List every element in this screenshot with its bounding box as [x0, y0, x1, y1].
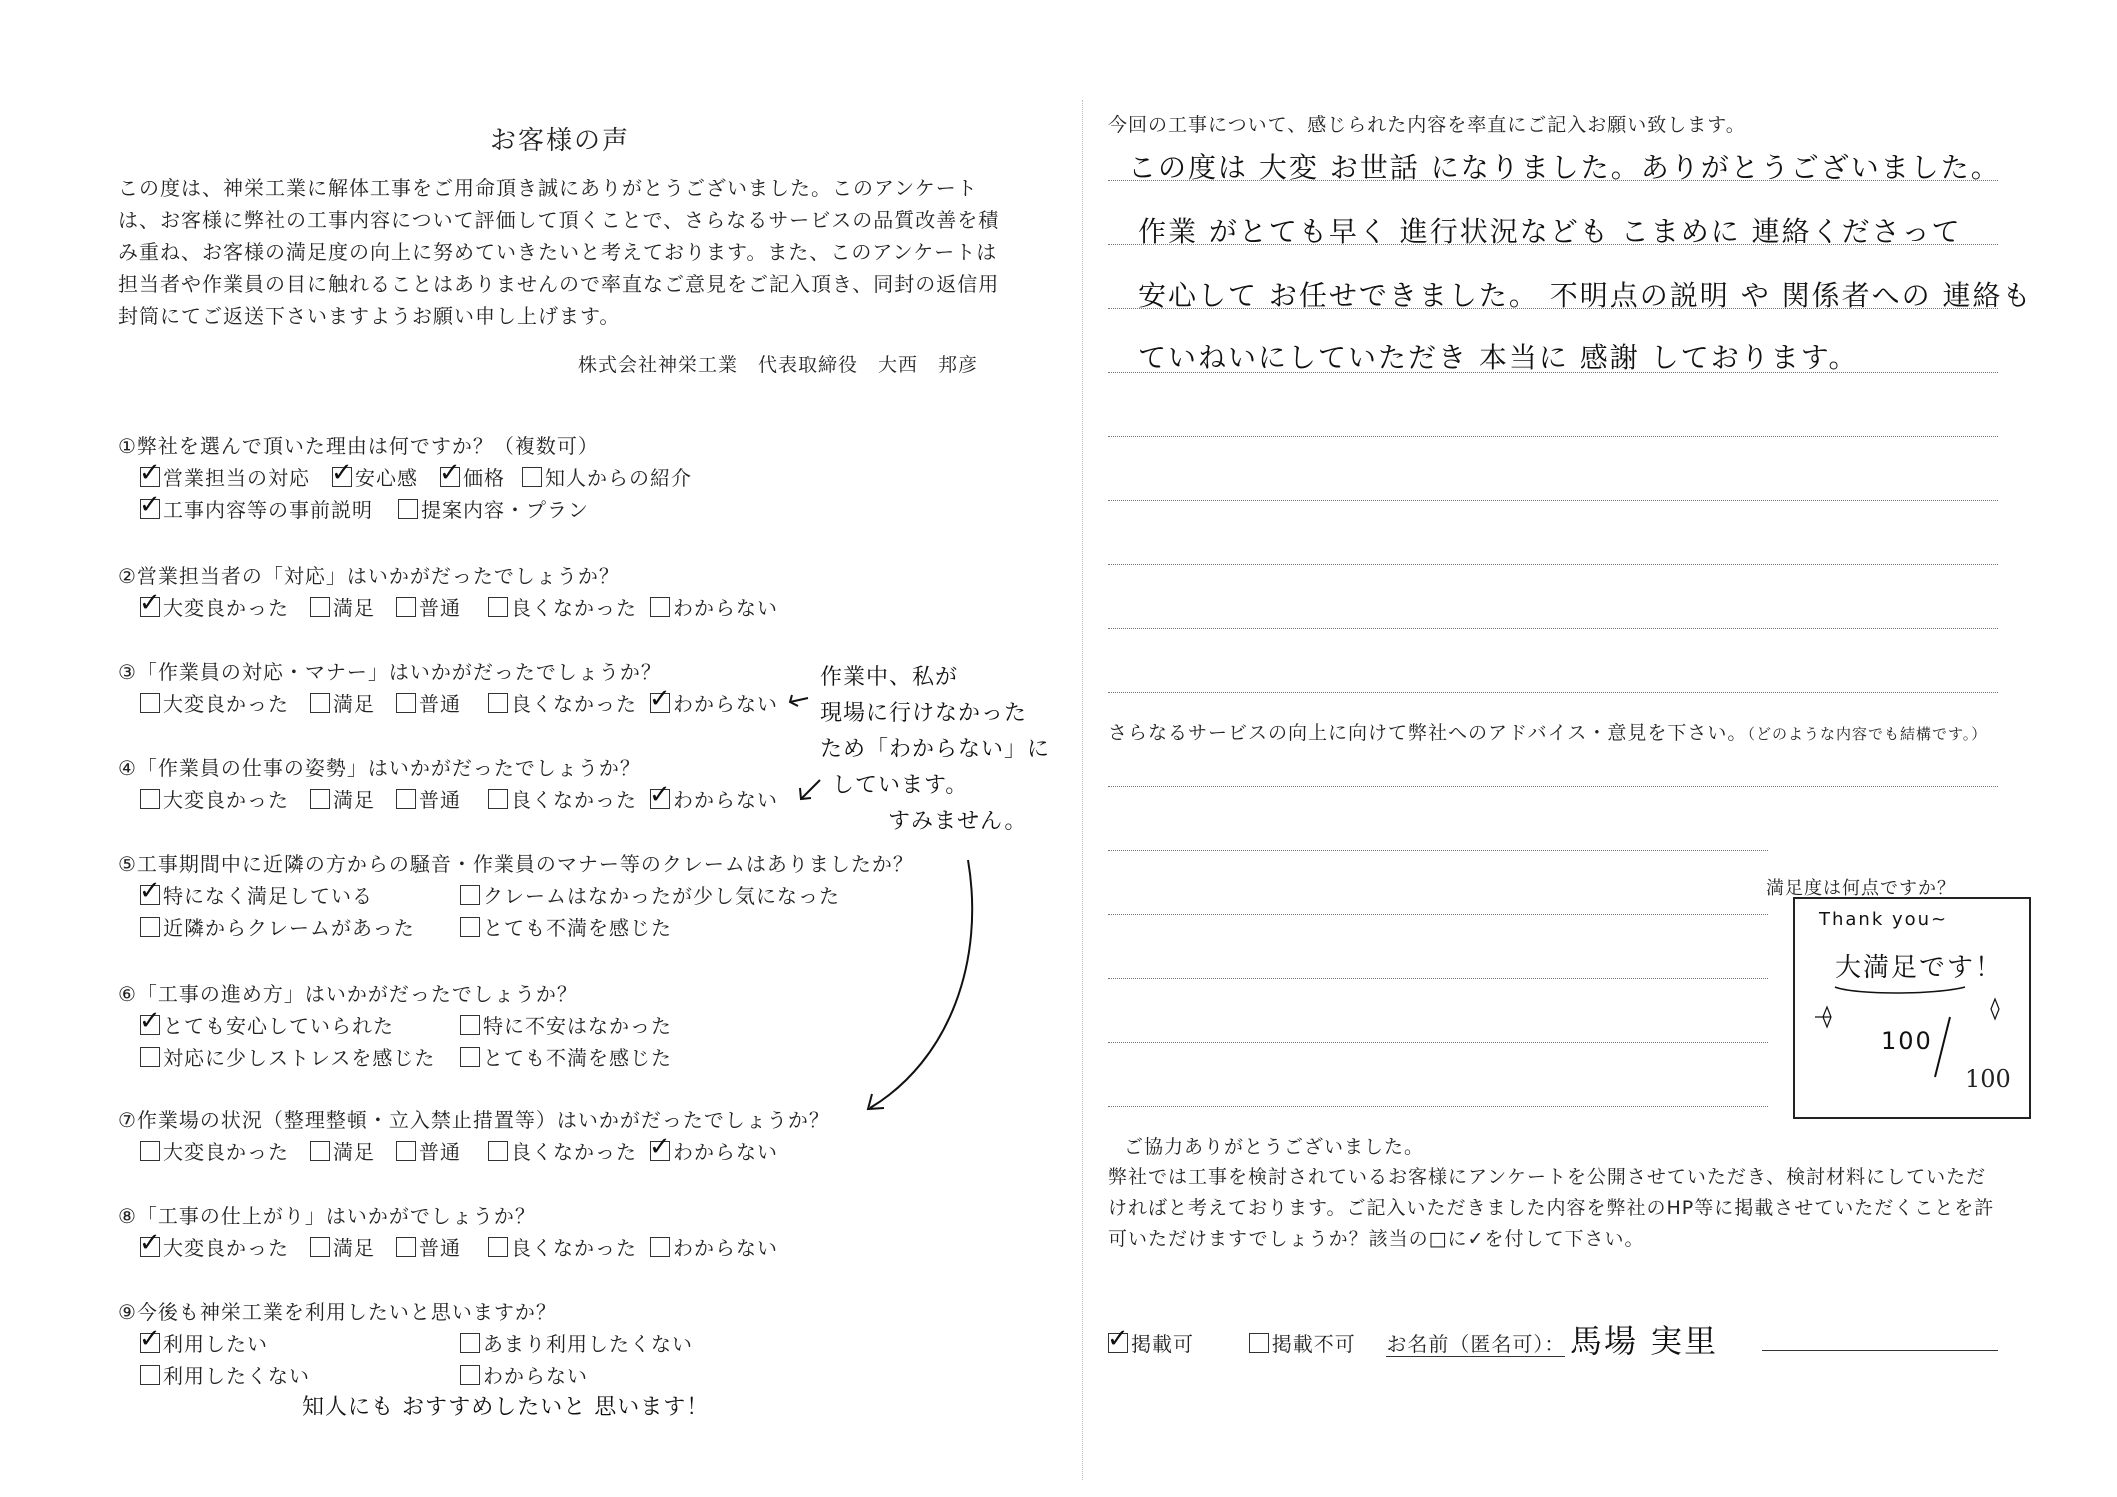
side-note-line: しています。	[832, 773, 969, 798]
comment-rule	[1108, 692, 1998, 693]
answer-label: わからない	[673, 692, 778, 716]
advice-rule	[1108, 786, 1998, 787]
answer-label: 良くなかった	[511, 692, 637, 716]
intro-paragraph: この度は、神栄工業に解体工事をご用命頂き誠にありがとうございました。このアンケートは、お客様に弊社の工事内容について評価して頂くことで、さらなるサービスの品質改善を積み重ね、お客様の満足度の向上に努めていきたいと考えております。また、このアンケートは担当者や作業員の目に触れることはありませんので率直なご意見をご記入頂き、同封の返信用封筒にてご返送下さいますようお願い申し上げます。	[118, 176, 1000, 328]
answer-label: 大変良かった	[163, 1140, 289, 1164]
company-signature: 株式会社神栄工業 代表取締役 大西 邦彦	[578, 354, 979, 376]
answer-label: わからない	[673, 596, 778, 620]
comment-rule	[1108, 372, 1998, 373]
comment-line: 安心して お任せできました。 不明点の説明 や 関係者への 連絡も	[1138, 279, 2033, 312]
answer-label: 知人からの紹介	[545, 466, 692, 490]
answer-label: 普通	[419, 1236, 461, 1260]
answer-label: 工事内容等の事前説明	[163, 498, 373, 522]
answer-label: 大変良かった	[163, 788, 289, 812]
score-max: 100	[1965, 1065, 2011, 1093]
advice-rule	[1108, 850, 1768, 851]
advice-prompt-text: さらなるサービスの向上に向けて弊社へのアドバイス・意見を下さい。	[1108, 722, 1748, 744]
answer-label: 普通	[419, 1140, 461, 1164]
answer-label: 提案内容・プラン	[421, 498, 589, 522]
answer-label: 普通	[419, 596, 461, 620]
answer-label: 利用したくない	[163, 1364, 310, 1388]
answer-label: 大変良かった	[163, 1236, 289, 1260]
comment-line: ていねいにしていただき 本当に 感謝 しております。	[1138, 341, 1859, 374]
name-label: お名前（匿名可）：	[1386, 1332, 1566, 1356]
question-text: ③「作業員の対応・マナー」はいかがだったでしょうか？	[118, 660, 662, 684]
answer-label: わからない	[483, 1364, 588, 1388]
answer-label: とても不満を感じた	[483, 916, 672, 940]
question-text: ④「作業員の仕事の姿勢」はいかがだったでしょうか？	[118, 756, 641, 780]
comment-rule	[1108, 180, 1998, 181]
answer-label: 特になく満足している	[163, 884, 373, 908]
side-note-line: 現場に行けなかった	[820, 701, 1028, 726]
advice-prompt-note: （どのような内容でも結構です。）	[1747, 725, 1988, 743]
score-box	[1793, 897, 2031, 1119]
answer-label: あまり利用したくない	[483, 1332, 693, 1356]
answer-label: わからない	[673, 1140, 778, 1164]
name-value: 馬場 実里	[1570, 1322, 1719, 1360]
publish-options	[1108, 1328, 1565, 1357]
answer-label: 安心感	[355, 466, 418, 490]
answer-label: 対応に少しストレスを感じた	[163, 1046, 436, 1070]
comment-rule	[1108, 308, 1998, 309]
answer-label: 満足	[333, 1140, 375, 1164]
closing-text: 弊社では工事を検討されているお客様にアンケートを公開させていただき、検討材料にしていただければと考えております。ご記入いただきました内容を弊社のHP等に掲載させていただくことを許可いただけますでしょうか？該当の□に✓を付して下さい。	[1108, 1166, 1995, 1250]
answer-label: 良くなかった	[511, 1236, 637, 1260]
question-text: ⑨今後も神栄工業を利用したいと思いますか？	[118, 1300, 557, 1324]
question-text: ⑧「工事の仕上がり」はいかがでしょうか？	[118, 1204, 536, 1228]
page-title: お客様の声	[490, 126, 631, 156]
publish-ok-label: 掲載可	[1131, 1332, 1194, 1356]
advice-prompt	[1108, 718, 1987, 745]
answer-label: わからない	[673, 788, 778, 812]
score-value: 100	[1881, 1027, 1933, 1055]
answer-label: 良くなかった	[511, 596, 637, 620]
recommend-note: 知人にも おすすめしたいと 思います！	[302, 1395, 710, 1420]
advice-rule	[1108, 1106, 1768, 1107]
page-divider	[1082, 100, 1083, 1480]
answer-label: 価格	[463, 466, 505, 490]
answer-label: とても安心していられた	[163, 1014, 394, 1038]
answer-label: 良くなかった	[511, 788, 637, 812]
closing-title: ご協力ありがとうございました。	[1124, 1136, 1425, 1158]
side-note-line: 作業中、私が	[820, 665, 959, 690]
comment-line: この度は 大変 お世話 になりました。ありがとうございました。	[1128, 151, 2001, 184]
answer-label: 普通	[419, 788, 461, 812]
publish-ok-checkbox[interactable]	[1108, 1333, 1128, 1353]
name-underline	[1762, 1350, 1998, 1351]
question-text: ⑤工事期間中に近隣の方からの騒音・作業員のマナー等のクレームはありましたか？	[118, 852, 914, 876]
publish-ng-checkbox[interactable]	[1249, 1333, 1269, 1353]
score-label: 満足度は何点ですか？	[1766, 878, 1956, 899]
answer-label: 大変良かった	[163, 596, 289, 620]
side-note-line: すみません。	[888, 809, 1028, 834]
comment-line: 作業 がとても早く 進行状況なども こまめに 連絡くださって	[1138, 215, 1962, 248]
score-comment: 大満足です！	[1835, 953, 2004, 983]
answer-label: わからない	[673, 1236, 778, 1260]
publish-ng-label: 掲載不可	[1271, 1332, 1356, 1356]
comment-prompt: 今回の工事について、感じられた内容を率直にご記入お願い致します。	[1108, 114, 1746, 136]
answer-label: 満足	[333, 596, 375, 620]
question-text: ⑥「工事の進め方」はいかがだったでしょうか？	[118, 982, 578, 1006]
answer-label: クレームはなかったが少し気になった	[483, 884, 840, 908]
comment-rule	[1108, 628, 1998, 629]
answer-label: 普通	[419, 692, 461, 716]
side-note-line: ため「わからない」に	[820, 737, 1051, 762]
answer-label: 満足	[333, 1236, 375, 1260]
comment-rule	[1108, 436, 1998, 437]
answer-label: 近隣からクレームがあった	[163, 916, 415, 940]
advice-rule	[1108, 1042, 1768, 1043]
advice-rule	[1108, 978, 1768, 979]
answer-label: 利用したい	[163, 1332, 268, 1356]
answer-label: 営業担当の対応	[163, 466, 310, 490]
score-thanks: Thank you~	[1819, 909, 1949, 930]
answer-label: 満足	[333, 788, 375, 812]
answer-label: 良くなかった	[511, 1140, 637, 1164]
comment-rule	[1108, 564, 1998, 565]
question-text: ②営業担当者の「対応」はいかがだったでしょうか？	[118, 564, 620, 588]
answer-label: とても不満を感じた	[483, 1046, 672, 1070]
comment-rule	[1108, 500, 1998, 501]
answer-label: 特に不安はなかった	[483, 1014, 672, 1038]
advice-rule	[1108, 914, 1768, 915]
answer-label: 満足	[333, 692, 375, 716]
answer-label: 大変良かった	[163, 692, 289, 716]
question-text: ①弊社を選んで頂いた理由は何ですか？（複数可）	[118, 434, 599, 458]
question-text: ⑦作業場の状況（整理整頓・立入禁止措置等）はいかがだったでしょうか？	[118, 1108, 830, 1132]
comment-rule	[1108, 244, 1998, 245]
